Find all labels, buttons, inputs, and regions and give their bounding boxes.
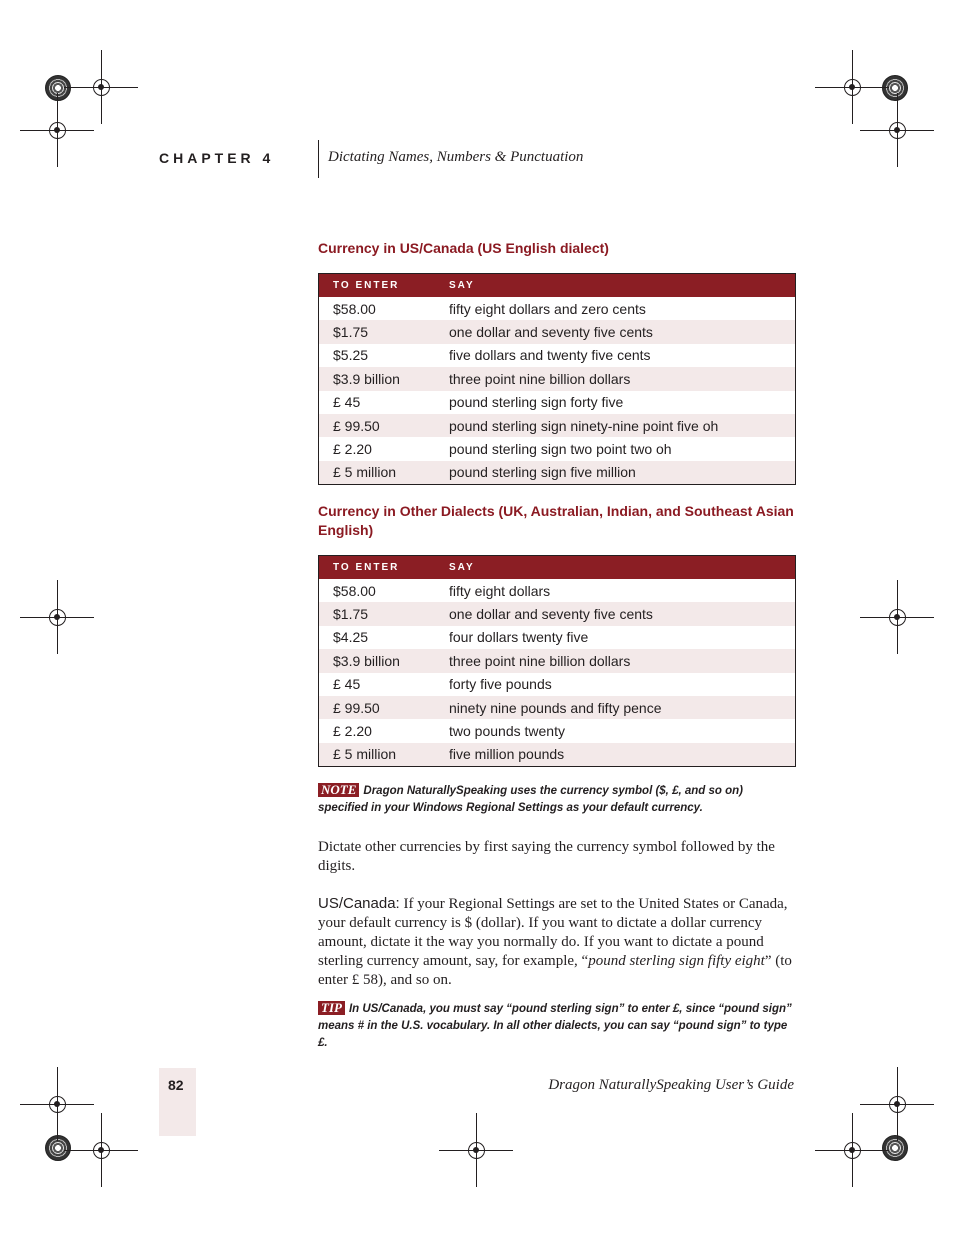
to-enter-cell: £ 45 xyxy=(333,394,361,411)
table-row xyxy=(319,602,796,625)
table-row xyxy=(319,461,796,485)
crosshair-dot xyxy=(54,1101,60,1107)
table-row xyxy=(319,743,796,767)
table-row xyxy=(319,579,796,602)
say-cell: two pounds twenty xyxy=(449,723,565,740)
registration-rosette-top-right xyxy=(882,75,908,101)
chapter-label: CHAPTER 4 xyxy=(159,150,275,166)
to-enter-cell: $1.75 xyxy=(319,320,450,343)
say-cell: pound sterling sign two point two oh xyxy=(449,441,672,458)
say-cell: four dollars twenty five xyxy=(449,629,589,646)
crosshair-dot xyxy=(894,127,900,133)
say-cell: fifty eight dollars xyxy=(449,582,551,599)
say-cell: fifty eight dollars and zero cents xyxy=(449,300,646,317)
table-row xyxy=(319,320,796,343)
column-header-to-enter: TO ENTER xyxy=(319,274,450,298)
note-badge: NOTE xyxy=(318,783,359,797)
table-row xyxy=(319,719,796,742)
table-header-row xyxy=(319,274,796,298)
currency-table-other xyxy=(318,555,796,767)
to-enter-cell: £ 99.50 xyxy=(319,414,450,437)
crosshair-dot xyxy=(849,84,855,90)
tip-callout xyxy=(318,1001,796,1052)
to-enter-cell: £ 5 million xyxy=(319,461,450,485)
crosshair-dot xyxy=(894,1101,900,1107)
tip-text: In US/Canada, you must say “pound sterling sign” to enter £, since “pound sign” means # in the U.S. vocabulary. In all other dialects, you can say “pound sign” to type £. xyxy=(318,1003,792,1049)
to-enter-cell: £ 45 xyxy=(333,676,361,693)
to-enter-cell: £ 2.20 xyxy=(333,441,372,458)
to-enter-cell: $58.00 xyxy=(333,300,376,317)
table-row xyxy=(319,673,796,696)
section-heading-us: Currency in US/Canada (US English dialect) xyxy=(318,240,609,256)
registration-rosette-top-left xyxy=(45,75,71,101)
crosshair-dot xyxy=(849,1147,855,1153)
crosshair-dot xyxy=(473,1147,479,1153)
paragraph-text-b: ” (to enter £ 58), and so on. xyxy=(318,953,792,988)
say-cell: five dollars and twenty five cents xyxy=(449,347,651,364)
registration-rosette-bottom-right xyxy=(882,1135,908,1161)
chapter-title: Dictating Names, Numbers & Punctuation xyxy=(328,149,584,165)
table-row xyxy=(319,297,796,320)
to-enter-cell: $58.00 xyxy=(333,582,376,599)
say-cell: one dollar and seventy five cents xyxy=(449,320,796,343)
table-row xyxy=(319,344,796,367)
to-enter-cell: £ 5 million xyxy=(319,743,450,767)
table-row xyxy=(319,391,796,414)
crosshair-dot xyxy=(98,1147,104,1153)
table-header-row xyxy=(319,556,796,580)
say-cell: five million pounds xyxy=(449,743,796,767)
say-cell: pound sterling sign forty five xyxy=(449,394,624,411)
to-enter-cell: $1.75 xyxy=(319,602,450,625)
to-enter-cell: $5.25 xyxy=(333,347,369,364)
column-header-to-enter: TO ENTER xyxy=(319,556,450,580)
paragraph-other-currencies: Dictate other currencies by first saying the currency symbol followed by the digits. xyxy=(318,839,775,874)
tip-badge: TIP xyxy=(318,1001,345,1015)
column-header-say: SAY xyxy=(449,274,796,298)
table-row xyxy=(319,367,796,390)
paragraph-emphasis: pound sterling sign fifty eight xyxy=(588,953,765,969)
paragraph-us-canada xyxy=(318,894,796,990)
table-row xyxy=(319,437,796,460)
header-divider xyxy=(318,140,319,178)
table-row xyxy=(319,626,796,649)
page-number: 82 xyxy=(168,1077,184,1093)
say-cell: pound sterling sign ninety-nine point five oh xyxy=(449,414,796,437)
to-enter-cell: £ 2.20 xyxy=(333,723,372,740)
table-row xyxy=(319,649,796,672)
say-cell: forty five pounds xyxy=(449,676,552,693)
say-cell: ninety nine pounds and fifty pence xyxy=(449,696,796,719)
to-enter-cell: $4.25 xyxy=(333,629,369,646)
say-cell: one dollar and seventy five cents xyxy=(449,602,796,625)
to-enter-cell: $3.9 billion xyxy=(319,367,450,390)
registration-rosette-bottom-left xyxy=(45,1135,71,1161)
crosshair-dot xyxy=(98,84,104,90)
crosshair-dot xyxy=(54,127,60,133)
say-cell: three point nine billion dollars xyxy=(449,367,796,390)
crosshair-dot xyxy=(54,614,60,620)
say-cell: pound sterling sign five million xyxy=(449,461,796,485)
crosshair-dot xyxy=(894,614,900,620)
table-row xyxy=(319,414,796,437)
footer-title: Dragon NaturallySpeaking User’s Guide xyxy=(548,1077,794,1093)
currency-table-us xyxy=(318,273,796,485)
section-heading-other: Currency in Other Dialects (UK, Australian, Indian, and Southeast Asian English) xyxy=(318,503,794,538)
paragraph-text-a: If your Regional Settings are set to the United States or Canada, your default currency is $ (dollar). If you want to dictate a dollar currency amount, dictate it the way you normally do. If you want to dictate a pound sterling currency amount, say, for example, “ xyxy=(318,896,788,969)
to-enter-cell: £ 99.50 xyxy=(319,696,450,719)
column-header-say: SAY xyxy=(449,556,796,580)
note-text: Dragon NaturallySpeaking uses the currency symbol ($, £, and so on) specified in your Windows Regional Settings as your default currency. xyxy=(318,785,743,814)
paragraph-lead: US/Canada: xyxy=(318,895,400,912)
say-cell: three point nine billion dollars xyxy=(449,649,796,672)
to-enter-cell: $3.9 billion xyxy=(319,649,450,672)
note-callout xyxy=(318,783,796,817)
table-row xyxy=(319,696,796,719)
